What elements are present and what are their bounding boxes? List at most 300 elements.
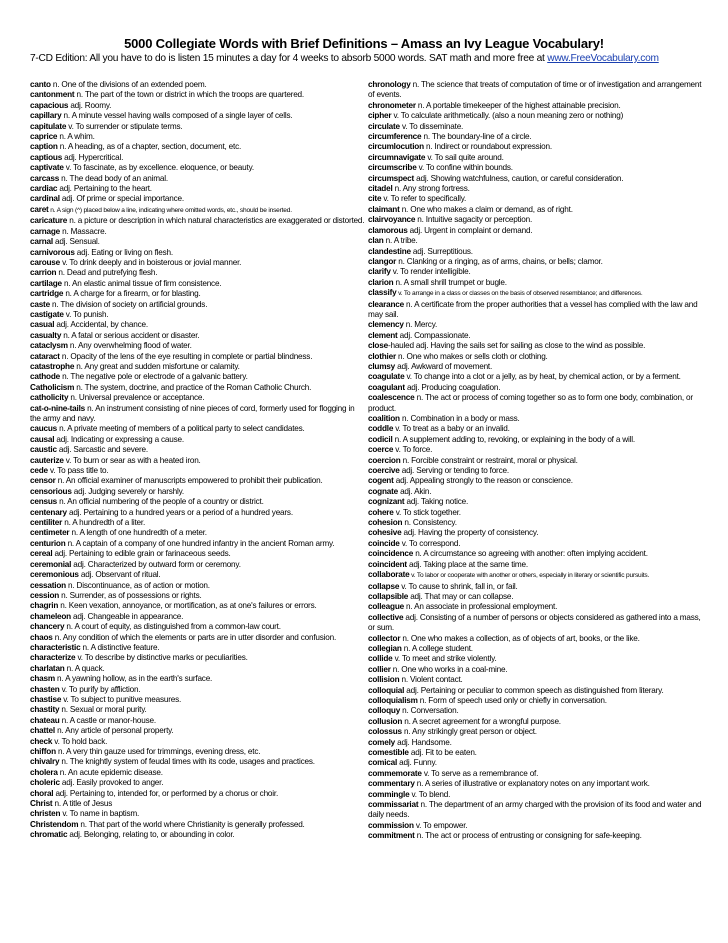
entry-definition: adj. Easily provoked to anger.	[59, 778, 164, 788]
entry-definition: n. An instrument consisting of nine pieces of cord, formerly used for flogging in the army and navy.	[30, 403, 355, 423]
entry-term: ceremonious	[30, 570, 79, 580]
entry-term: caustic	[30, 445, 57, 455]
entry-term: clairvoyance	[368, 215, 416, 225]
entry	[368, 435, 704, 445]
entry	[368, 592, 704, 602]
entry-term: catastrophe	[30, 361, 75, 371]
entry-definition: n. An acute epidemic disease.	[57, 767, 163, 777]
entry-term: circumference	[368, 132, 422, 142]
entry	[30, 352, 365, 362]
entry	[368, 80, 704, 101]
entry-definition: v. To subject to punitive measures.	[61, 694, 182, 704]
entry	[368, 194, 704, 204]
entry-term: coercion	[368, 455, 401, 465]
entry-definition: v. To meet and strike violently.	[392, 654, 497, 664]
entry	[368, 665, 704, 675]
entry	[30, 331, 365, 341]
entry	[368, 445, 704, 455]
entry	[30, 466, 365, 476]
entry	[368, 174, 704, 184]
entry	[368, 790, 704, 800]
entry-term: circulate	[368, 121, 400, 131]
entry-term: coagulant	[368, 382, 405, 392]
entry-term: Christ	[30, 799, 53, 809]
entry	[368, 675, 704, 685]
entry-definition: n. Any strikingly great person or object.	[401, 727, 537, 737]
entry-definition: n. Discontinuance, as of action or motion.	[65, 580, 210, 590]
entry	[368, 247, 704, 257]
entry-definition: n. A supplement adding to, revoking, or explaining in the body of a will.	[392, 434, 635, 444]
entry-term: casual	[30, 320, 55, 330]
entry	[368, 288, 704, 299]
entry-definition: n. Sexual or moral purity.	[59, 705, 147, 715]
entry-definition: adj. Sarcastic and severe.	[56, 445, 148, 455]
entry-definition: adj. Taking place at the same time.	[406, 559, 528, 569]
entry-term: clandestine	[368, 246, 411, 256]
entry-definition: v. To treat as a baby or an invalid.	[393, 424, 510, 434]
entry	[30, 101, 365, 111]
entry-term: cathode	[30, 372, 60, 382]
entry	[30, 258, 365, 268]
entry-term: comical	[368, 758, 398, 768]
entry-definition: adj. Pertaining to the heart.	[57, 184, 152, 194]
entry	[30, 279, 365, 289]
entry-term: clarion	[368, 277, 394, 287]
entry-definition: adj. Appealing strongly to the reason or conscience.	[393, 476, 573, 486]
entry	[368, 153, 704, 163]
entry-term: colloquialism	[368, 695, 418, 705]
entry-definition: adj. Indicating or expressing a cause.	[54, 434, 184, 444]
entry	[368, 393, 704, 414]
entry	[368, 300, 704, 321]
entry	[30, 757, 365, 767]
entry-term: cartilage	[30, 278, 62, 288]
entry	[30, 695, 365, 705]
entry	[368, 372, 704, 382]
entry-definition: adj. Compassionate.	[397, 330, 471, 340]
entry-term: coincident	[368, 559, 407, 569]
entry-term: chivalry	[30, 757, 60, 767]
entry-term: collapsible	[368, 591, 409, 601]
entry	[368, 352, 704, 362]
entry-definition: v. To refer to specifically.	[381, 194, 467, 204]
entry	[30, 445, 365, 455]
entry-definition: v. To blend.	[409, 789, 451, 799]
entry	[368, 122, 704, 132]
entry-definition: adj. Of prime or special importance.	[59, 194, 184, 204]
entry-term: collision	[368, 675, 400, 685]
entry-definition: n. Violent contact.	[399, 675, 463, 685]
entry-definition: v. To labor or cooperate with another or others, especially in literary or scientific pursuits.	[409, 572, 650, 580]
entry-term: coerce	[368, 445, 394, 455]
entry	[368, 539, 704, 549]
entry-term: censor	[30, 476, 56, 486]
entry-term: carouse	[30, 257, 61, 267]
entry-term: caption	[30, 142, 58, 152]
entry-term: chagrin	[30, 601, 59, 611]
entry-definition: adj. Eating or living on flesh.	[74, 247, 173, 257]
entry-term: coddle	[368, 424, 394, 434]
entry-term: cholera	[30, 767, 58, 777]
entry	[368, 111, 704, 121]
right-column	[368, 80, 704, 842]
entry	[368, 142, 704, 152]
entry-term: collegian	[368, 643, 402, 653]
entry-term: cession	[30, 590, 60, 600]
entry	[30, 320, 365, 330]
entry-definition: n. Keen vexation, annoyance, or mortification, as at one's failures or errors.	[58, 601, 317, 611]
entry-term: clan	[368, 236, 384, 246]
entry	[368, 644, 704, 654]
entry-term: cogent	[368, 476, 394, 486]
entry	[30, 289, 365, 299]
entry	[30, 601, 365, 611]
entry-definition: adj. Producing coagulation.	[404, 382, 501, 392]
entry	[30, 549, 365, 559]
entry	[368, 101, 704, 111]
entry	[30, 560, 365, 570]
entry	[368, 414, 704, 424]
entry-definition: adj. Having the property of consistency.	[401, 528, 539, 538]
entry-term: classify	[368, 288, 397, 298]
entry-definition: n. One who makes a claim or demand, as of right.	[399, 204, 573, 214]
entry-definition: n. Clanking or a ringing, as of arms, chains, or bells; clamor.	[396, 256, 603, 266]
entry-term: cohere	[368, 507, 394, 517]
entry-term: chateau	[30, 715, 60, 725]
entry	[30, 518, 365, 528]
entry-definition: adj. Handsome.	[395, 737, 452, 747]
entry	[368, 821, 704, 831]
entry-term: colleague	[368, 602, 404, 612]
entry-term: carnal	[30, 237, 53, 247]
entry-term: cardinal	[30, 194, 60, 204]
left-column	[30, 80, 365, 841]
entry-term: coalescence	[368, 393, 415, 403]
entry-definition: n. Any article of personal property.	[55, 726, 174, 736]
entry-definition: n. A yawning hollow, as in the earth's surface.	[54, 674, 213, 684]
entry-term: chiffon	[30, 747, 56, 756]
entry-definition: n. Form of speech used only or chiefly in conversation.	[417, 695, 607, 705]
entry	[30, 820, 365, 830]
entry	[368, 456, 704, 466]
entry-definition: n. Dead and putrefying flesh.	[56, 268, 158, 278]
page-title: 5000 Collegiate Words with Brief Definitions – Amass an Ivy League Vocabulary!	[124, 36, 604, 51]
entry	[368, 582, 704, 592]
entry-term: clearance	[368, 299, 404, 309]
entry	[30, 268, 365, 278]
entry-term: collier	[368, 664, 391, 674]
entry-definition: n. A charge for a firearm, or for blasting.	[63, 289, 201, 299]
entry	[30, 227, 365, 237]
entry-definition: n. A small shrill trumpet or bugle.	[393, 277, 507, 287]
website-link[interactable]: www.FreeVocabulary.com	[547, 53, 659, 64]
entry	[30, 80, 365, 90]
entry-term: carnivorous	[30, 247, 75, 257]
entry	[368, 205, 704, 215]
entry-term: catholicity	[30, 393, 69, 403]
entry-term: chattel	[30, 726, 55, 736]
entry-definition: adj. Pertaining or peculiar to common speech as distinguished from literary.	[404, 685, 664, 695]
entry-definition: adj. Taking notice.	[404, 497, 469, 507]
entry-definition: n. One who makes a collection, as of objects of art, books, or the like.	[400, 633, 640, 643]
entry-definition: v. To punish.	[63, 309, 109, 319]
entry	[368, 654, 704, 664]
entry-term: clothier	[368, 351, 396, 361]
entry-term: clumsy	[368, 361, 396, 371]
entry-definition: n. The act or process of coming together so as to form one body, combination, or product.	[368, 393, 693, 413]
entry-definition: adj. Pertaining to, intended for, or performed by a chorus or choir.	[53, 788, 279, 798]
entry-definition: v. To disseminate.	[399, 121, 464, 131]
entry	[30, 508, 365, 518]
entry-definition: adj. Akin.	[398, 486, 432, 496]
entry	[30, 643, 365, 653]
entry-term: cognizant	[368, 497, 405, 507]
entry-term: close	[368, 341, 388, 351]
entry	[368, 549, 704, 559]
entry	[30, 737, 365, 747]
entry-term: chastity	[30, 705, 60, 715]
entry-term: commissariat	[368, 800, 419, 810]
entry-definition: n. Mercy.	[403, 320, 438, 330]
entry	[30, 789, 365, 799]
entry-definition: n. A college student.	[401, 643, 473, 653]
entry-term: cite	[368, 194, 382, 204]
entry-term: christen	[30, 809, 61, 819]
entry	[368, 696, 704, 706]
entry-term: carcass	[30, 173, 60, 183]
entry-term: circumscribe	[368, 163, 417, 173]
entry-term: Christendom	[30, 819, 79, 829]
entry	[30, 216, 365, 226]
entry-definition: v. To cause to shrink, fall in, or fail.	[399, 581, 518, 591]
entry-definition: v. To render intelligible.	[390, 267, 471, 277]
entry-term: clamorous	[368, 225, 408, 235]
entry-definition: n. Any strong fortress.	[392, 184, 470, 194]
entry-definition: adj. Hypercritical.	[62, 152, 124, 162]
entry-definition: adj. Awkward of movement.	[395, 361, 493, 371]
entry	[368, 278, 704, 288]
entry-definition: adj. Observant of ritual.	[78, 570, 161, 580]
entry-definition: v. To sail quite around.	[425, 152, 504, 162]
entry	[30, 726, 365, 736]
entry	[368, 466, 704, 476]
entry-definition: adj. Surreptitious.	[410, 246, 473, 256]
entry-term: capacious	[30, 100, 69, 110]
entry-term: coagulate	[368, 372, 405, 382]
entry-term: chameleon	[30, 611, 71, 621]
entry	[30, 122, 365, 132]
entry-definition: v. To calculate arithmetically. (also a noun meaning zero or nothing)	[391, 111, 624, 121]
entry-definition: n. Conversation.	[400, 706, 459, 716]
entry	[368, 738, 704, 748]
entry-term: carnage	[30, 226, 61, 236]
entry-term: cipher	[368, 111, 392, 121]
entry	[368, 560, 704, 570]
entry-term: cataract	[30, 351, 60, 361]
entry-definition: adj. Pertaining to a hundred years or a period of a hundred years.	[66, 507, 293, 517]
entry-definition: n. The knightly system of feudal times with its code, usages and practices.	[59, 757, 315, 767]
entry	[30, 705, 365, 715]
entry	[30, 633, 365, 643]
entry	[368, 508, 704, 518]
entry-term: collapse	[368, 581, 400, 591]
entry-term: caret	[30, 204, 49, 214]
entry-term: codicil	[368, 434, 393, 444]
entry	[30, 809, 365, 819]
entry-term: cessation	[30, 580, 66, 590]
entry	[368, 341, 704, 351]
entry-term: circumnavigate	[368, 152, 426, 162]
entry	[30, 570, 365, 580]
entry	[30, 539, 365, 549]
entry-term: coercive	[368, 466, 400, 476]
entry-definition: n. A private meeting of members of a political party to select candidates.	[57, 424, 305, 434]
entry-definition: adj. Roomy.	[68, 100, 112, 110]
entry	[30, 716, 365, 726]
entry-term: casualty	[30, 330, 62, 340]
entry-definition: v. To purify by affliction.	[59, 684, 141, 694]
entry-definition: adj. Pertaining to edible grain or farinaceous seeds.	[52, 549, 231, 559]
entry-term: chancery	[30, 622, 65, 632]
entry-term: collide	[368, 654, 393, 664]
entry	[30, 830, 365, 840]
entry-definition: n. Opacity of the lens of the eye resulting in complete or partial blindness.	[59, 351, 313, 361]
entry-definition: n. A heading, as of a chapter, section, document, etc.	[57, 142, 242, 152]
entry-term: cauterize	[30, 455, 64, 465]
entry	[30, 622, 365, 632]
entry-definition: n. A certificate from the proper authorities that a vessel has complied with the law and may sail.	[368, 299, 698, 319]
entry-definition: v. To serve as a remembrance of.	[421, 768, 539, 778]
entry	[368, 184, 704, 194]
entry-definition: n. The part of the town or district in which the troops are quartered.	[74, 90, 304, 100]
entry-term: collector	[368, 633, 401, 643]
entry	[30, 476, 365, 486]
entry-definition: n. A captain of a company of one hundred infantry in the ancient Roman army.	[65, 538, 335, 548]
entry-term: cardiac	[30, 184, 58, 194]
entry-definition: n. The science that treats of computation of time or of investigation and arrangement of events.	[368, 80, 702, 100]
entry-term: characteristic	[30, 642, 81, 652]
entry	[30, 132, 365, 142]
entry	[368, 570, 704, 581]
entry-definition: n. Universal prevalence or acceptance.	[68, 393, 205, 403]
entry-term: caricature	[30, 216, 68, 226]
entry	[30, 674, 365, 684]
entry	[30, 341, 365, 351]
entry-term: caprice	[30, 132, 58, 142]
page-subtitle	[30, 53, 700, 64]
entry	[368, 769, 704, 779]
entry-definition: adj. Belonging, relating to, or abounding in color.	[67, 830, 235, 840]
entry-definition: n. A quack.	[64, 663, 105, 673]
entry-definition: n. The boundary-line of a circle.	[421, 132, 532, 142]
entry-term: caucus	[30, 424, 58, 434]
entry	[368, 383, 704, 393]
entry-definition: n. A whim.	[57, 132, 95, 142]
entry	[368, 518, 704, 528]
entry-term: cohesive	[368, 528, 402, 538]
entry-term: chronometer	[368, 100, 416, 110]
entry-definition: n. The department of an army charged with the provision of its food and water and daily needs.	[368, 800, 702, 820]
entry	[368, 476, 704, 486]
entry	[368, 634, 704, 644]
entry-term: Catholicism	[30, 382, 75, 392]
entry	[30, 404, 365, 425]
entry-definition: n. a picture or description in which natural characteristics are exaggerated or distorted.	[67, 216, 365, 226]
entry-definition: n. Any great and sudden misfortune or calamity.	[74, 361, 240, 371]
entry	[368, 320, 704, 330]
subtitle-text: 7-CD Edition: All you have to do is listen 15 minutes a day for 4 weeks to absorb 5000 words. SAT math and more free at	[30, 53, 548, 64]
entry-term: clemency	[368, 320, 404, 330]
entry-term: check	[30, 736, 53, 746]
entry-definition: v. To hold back.	[52, 736, 108, 746]
entry	[368, 236, 704, 246]
entry	[368, 331, 704, 341]
entry	[30, 90, 365, 100]
entry-definition: adj. Consisting of a number of persons or objects considered as gathered into a mass, or sum.	[368, 612, 701, 633]
entry-term: coincide	[368, 538, 400, 548]
entry-definition: adj. Changeable in appearance.	[70, 611, 184, 621]
entry-definition: v. To empower.	[413, 820, 468, 830]
entry-definition: n. The dead body of an animal.	[59, 173, 168, 183]
entry-definition: adj. Accidental, by chance.	[54, 320, 148, 330]
entry-term: capillary	[30, 111, 62, 121]
entry-definition: n. The act or process of entrusting or consigning for safe-keeping.	[414, 831, 642, 841]
entry-definition: n. Forcible constraint or restraint, moral or physical.	[400, 455, 578, 465]
entry-term: cantonment	[30, 90, 75, 100]
entry	[368, 717, 704, 727]
entry-term: chasm	[30, 674, 55, 684]
entry	[30, 456, 365, 466]
entry-definition: v. To pass title to.	[47, 466, 109, 476]
entry-definition: n. A circumstance so agreeing with another: often implying accident.	[413, 549, 648, 559]
entry-definition: n. A hundredth of a liter.	[62, 518, 146, 528]
entry-term: cataclysm	[30, 341, 68, 351]
entry-definition: n. A title of Jesus	[52, 799, 113, 809]
entry-definition: v. To force.	[393, 445, 433, 455]
entry-definition: n. One of the divisions of an extended poem.	[50, 80, 207, 89]
entry-term: characterize	[30, 653, 76, 663]
entry	[30, 497, 365, 507]
entry-term: chasten	[30, 684, 60, 694]
entry	[30, 383, 365, 393]
entry-term: commission	[368, 820, 414, 830]
entry-definition: v. To name in baptism.	[60, 809, 140, 819]
entry-definition: -hauled adj. Having the sails set for sailing as close to the wind as possible.	[387, 341, 646, 351]
entry-definition: v. To describe by distinctive marks or peculiarities.	[75, 653, 248, 663]
entry-definition: n. Intuitive sagacity or perception.	[415, 215, 533, 225]
entry	[368, 163, 704, 173]
entry-term: ceremonial	[30, 559, 72, 569]
entry-definition: v. To drink deeply and in boisterous or jovial manner.	[60, 257, 242, 267]
entry	[368, 800, 704, 821]
entry-term: centimeter	[30, 528, 70, 538]
entry	[368, 226, 704, 236]
entry	[30, 310, 365, 320]
entry-term: coincidence	[368, 549, 414, 559]
entry	[30, 194, 365, 204]
entry-definition: n. That part of the world where Christianity is generally professed.	[78, 819, 305, 829]
entry-definition: n. An elastic animal tissue of firm consistence.	[61, 278, 222, 288]
entry-term: coalition	[368, 414, 400, 423]
entry	[368, 831, 704, 841]
entry-term: cognate	[368, 486, 398, 496]
entry	[368, 748, 704, 758]
entry-term: clement	[368, 330, 398, 340]
entry-term: commentary	[368, 779, 415, 789]
entry-definition: n. The division of society on artificial grounds.	[49, 299, 208, 309]
entry-term: claimant	[368, 204, 400, 214]
entry-definition: n. A length of one hundredth of a meter.	[69, 528, 207, 538]
